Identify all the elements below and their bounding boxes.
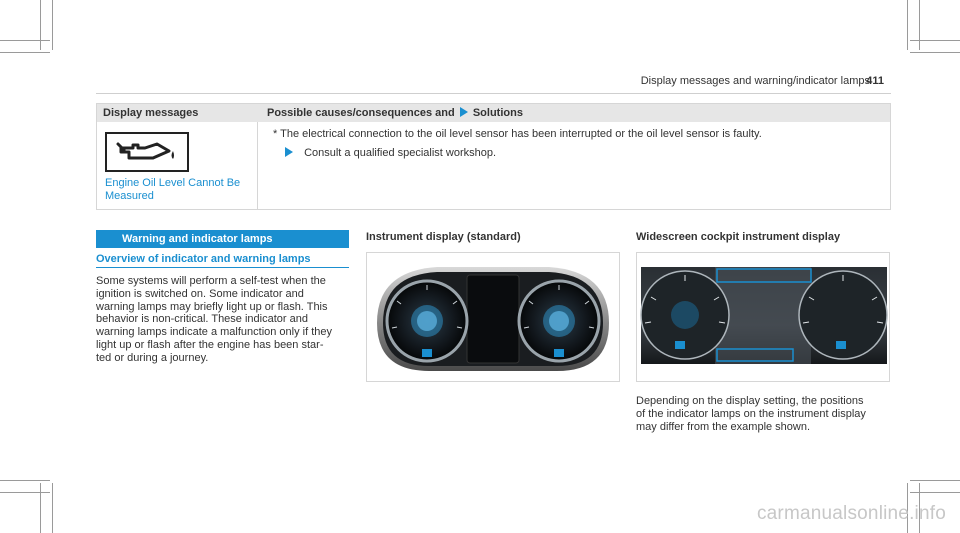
instrument-cluster-image [367,253,619,381]
section-title: Warning and indicator lamps [122,233,273,245]
crop-mark [0,492,50,493]
page-number: 411 [866,75,884,87]
body-line: behavior is non-critical. These indicator and [96,313,308,326]
widescreen-cluster-image [637,253,889,381]
caption-line: may differ from the example shown. [636,420,811,433]
figure-title-standard: Instrument display (standard) [366,231,521,243]
figure-standard-instrument-display [366,252,620,382]
body-line: Some systems will perform a self-test when the [96,275,326,287]
solution-text: Consult a qualified specialist workshop. [304,147,497,159]
crop-mark [919,0,920,50]
crop-mark [0,52,50,53]
crop-mark [0,480,50,481]
body-line: warning lamps may briefly light up or flash. This [96,300,328,313]
oil-can-icon [105,132,189,172]
section-title-bar [96,230,349,248]
caption-line: Depending on the display setting, the positions [636,395,864,407]
body-line: ignition is switched on. Some indicator and [96,287,304,300]
figure-title-widescreen: Widescreen cockpit instrument display [636,231,841,243]
message-title [105,177,255,203]
body-line: warning lamps indicate a malfunction only if they [96,326,333,339]
col-header-solutions-text: Solutions [472,107,523,119]
body-line: ted or during a journey. [96,351,209,364]
col-header-causes-text: Possible causes/consequences and [267,107,455,119]
col-header-solutions [267,107,523,119]
subsection-title: Overview of indicator and warning lamps [96,253,311,265]
crop-mark [910,480,960,481]
crop-mark [52,0,53,50]
crop-mark [910,40,960,41]
body-line: light up or flash after the engine has been star- [96,338,324,351]
table-header [97,104,890,122]
body-paragraph [96,275,354,365]
solution-row [283,147,496,159]
subsection-rule [96,267,349,268]
table-divider [257,122,258,209]
crop-mark [40,0,41,50]
crop-mark [910,492,960,493]
crop-mark [910,52,960,53]
play-arrow-icon [285,147,293,157]
display-message-table [96,103,891,210]
message-title-line: Engine Oil Level Cannot Be [105,177,241,189]
play-arrow-icon [460,107,468,117]
watermark: carmanualsonline.info [756,503,946,524]
crop-mark [40,483,41,533]
figure-caption [636,395,896,433]
cause-text: * The electrical connection to the oil level sensor has been interrupted or the oil level sensor is faulty. [273,128,762,140]
running-header: Display messages and warning/indicator lamps [640,75,870,87]
figure-widescreen-cockpit [636,252,890,382]
col-header-display-messages: Display messages [103,107,199,119]
crop-mark [52,483,53,533]
crop-mark [0,40,50,41]
caption-line: of the indicator lamps on the instrument display [636,407,866,420]
crop-mark [907,0,908,50]
header-rule [96,93,891,94]
message-title-line: Measured [105,190,154,202]
